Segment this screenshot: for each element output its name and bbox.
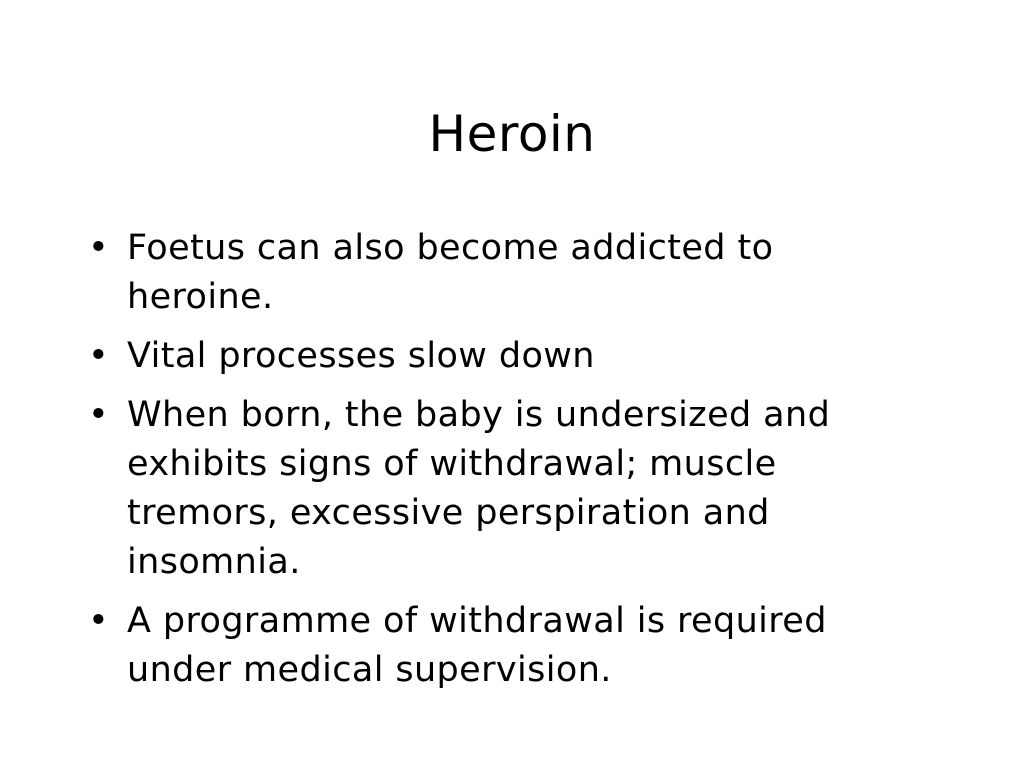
bullet-item <box>84 597 924 695</box>
bullet-icon: • <box>88 336 110 376</box>
bullet-list <box>84 224 924 705</box>
bullet-item <box>84 332 924 381</box>
bullet-item <box>84 391 924 587</box>
bullet-item <box>84 224 924 322</box>
bullet-icon: • <box>88 228 110 268</box>
bullet-text: A programme of withdrawal is required under medical supervision. <box>127 601 827 690</box>
bullet-icon: • <box>88 601 110 641</box>
slide-title: Heroin <box>428 105 596 163</box>
bullet-text: Vital processes slow down <box>127 336 595 376</box>
bullet-text: When born, the baby is undersized and exhibits signs of withdrawal; muscle tremors, excessive perspiration and insomnia. <box>127 395 831 582</box>
bullet-icon: • <box>88 395 110 435</box>
bullet-text: Foetus can also become addicted to heroine. <box>127 228 774 317</box>
